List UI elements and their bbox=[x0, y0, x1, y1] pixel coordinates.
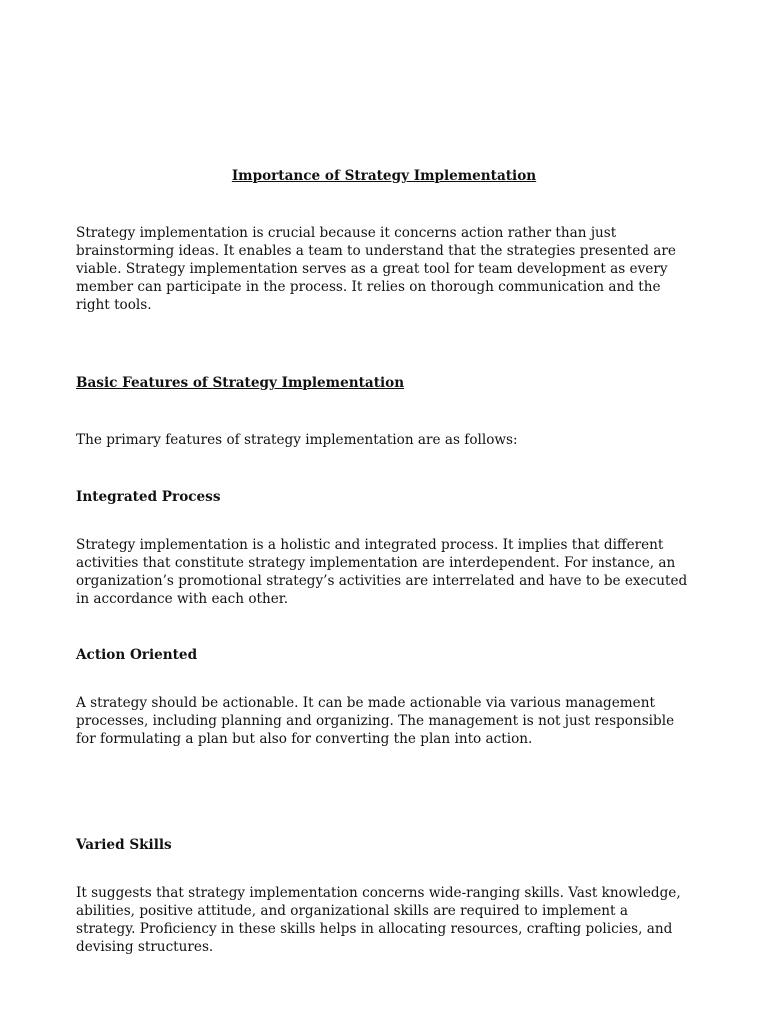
section-heading: Basic Features of Strategy Implementation bbox=[76, 375, 405, 391]
feature-body-action-oriented: A strategy should be actionable. It can be made actionable via various management processes, including planning and organizing. The management is not just responsible for formulating a plan but also for converting the plan into action. bbox=[76, 695, 675, 747]
feature-heading-varied-skills: Varied Skills bbox=[76, 837, 172, 853]
section-intro: The primary features of strategy implementation are as follows: bbox=[76, 432, 518, 448]
feature-body-varied-skills: It suggests that strategy implementation concerns wide-ranging skills. Vast knowledge, abilities, positive attitude, and organizational skills are required to implement a strategy. Proficiency in these skills helps in allocating resources, crafting policies, and devising structures. bbox=[76, 885, 681, 955]
intro-paragraph: Strategy implementation is crucial because it concerns action rather than just brainstorming ideas. It enables a team to understand that the strategies presented are viable. Strategy implementation serves as a great tool for team development as every member can participate in the process. It relies on thorough communication and the right tools. bbox=[76, 225, 676, 313]
feature-heading-integrated-process: Integrated Process bbox=[76, 489, 221, 505]
feature-heading-action-oriented: Action Oriented bbox=[76, 647, 198, 663]
feature-body-integrated-process: Strategy implementation is a holistic and integrated process. It implies that different activities that constitute strategy implementation are interdependent. For instance, an organization’s promotional strategy’s activities are interrelated and have to be executed in accordance with each other. bbox=[76, 537, 688, 607]
page-title: Importance of Strategy Implementation bbox=[231, 168, 537, 184]
